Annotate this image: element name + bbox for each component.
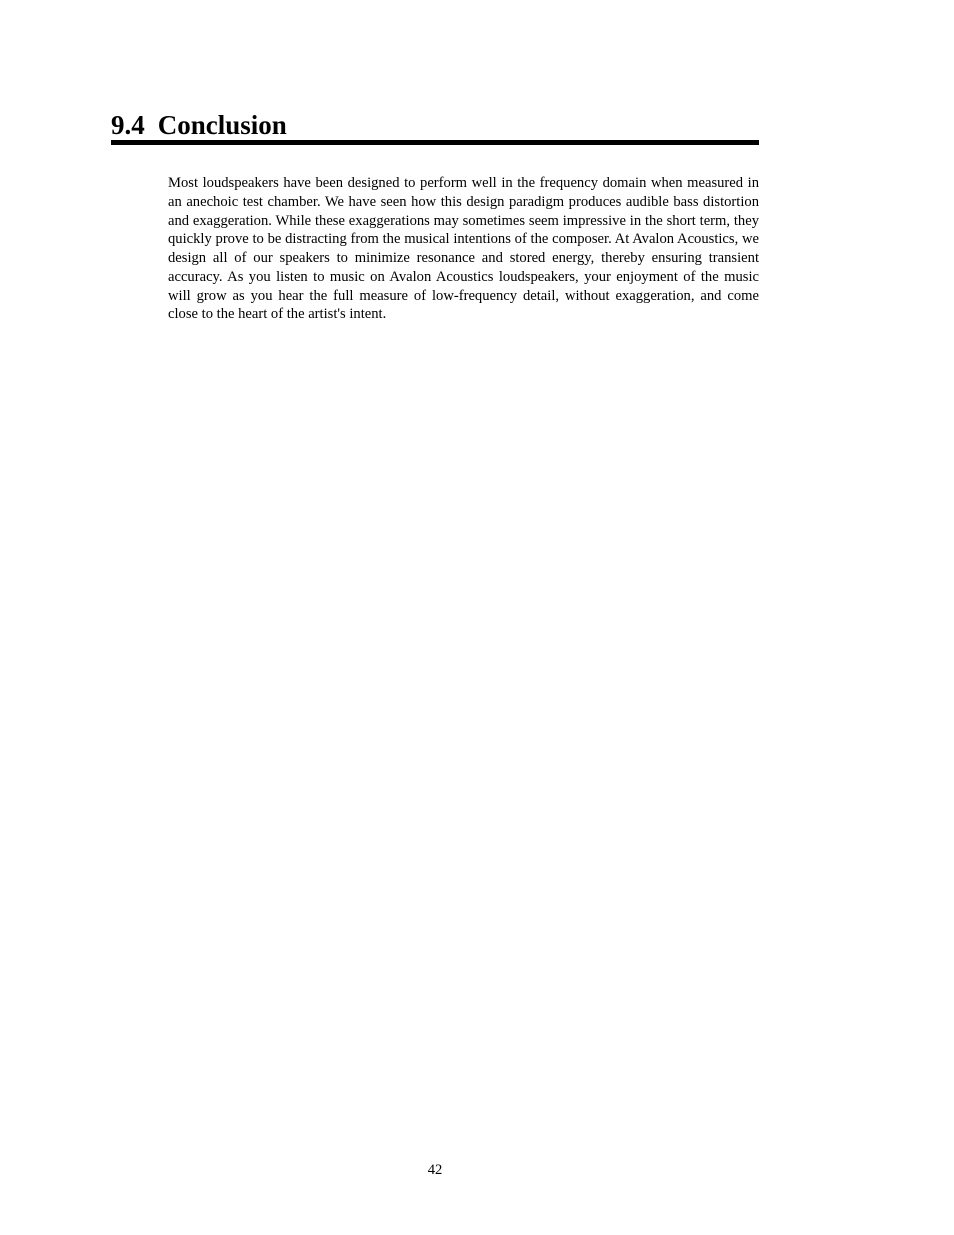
section-title: Conclusion [157,110,287,140]
page-number: 42 [427,1162,443,1178]
body-paragraph: Most loudspeakers have been designed to perform well in the frequency domain when measured in an anechoic test chamber. We have seen how this design paradigm produces audible bass distortion and exaggeration. While these exaggerations may sometimes seem impressive in the short term, they quickly prove to be distracting from the musical intentions of the composer. At Avalon Acoustics, we design all of our speakers to minimize resonance and stored energy, thereby ensuring transient accuracy. As you listen to music on Avalon Acoustics loudspeakers, your enjoyment of the music will grow as you hear the full measure of low-frequency detail, without exaggeration, and come close to the heart of the artist's intent. [168,175,759,323]
section-heading [111,109,759,141]
section-number: 9.4 [111,110,145,140]
heading-rule [111,140,759,145]
